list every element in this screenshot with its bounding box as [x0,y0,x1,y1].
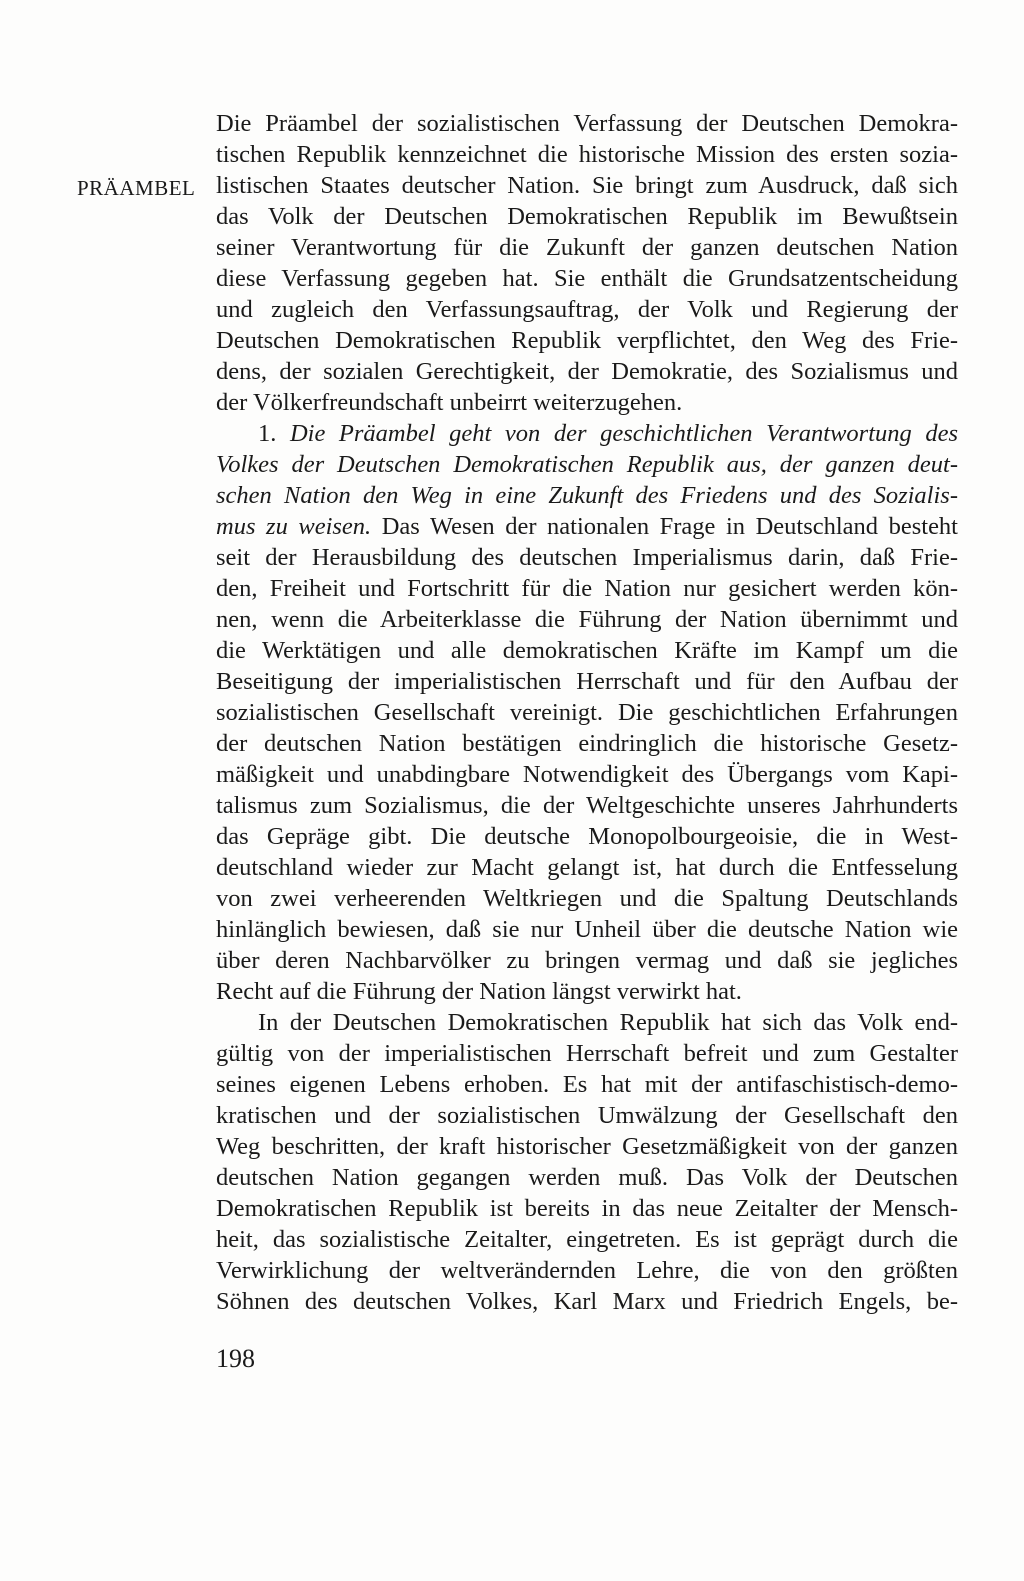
text-line [216,511,958,542]
text-line: Recht auf die Führung der Nation längst verwirkt hat. [216,978,742,1005]
text-line [216,449,958,480]
text-line: Demokratischen Republik ist bereits in das neue Zeitalter der Mensch- [216,1195,958,1222]
text-line: die Werktätigen und alle demokratischen Kräfte im Kampf um die [216,637,958,664]
text-line: kratischen und der sozialistischen Umwälzung der Gesellschaft den [216,1102,958,1129]
text-line: und zugleich den Verfassungsauftrag, der Volk und Regierung der [216,296,958,323]
text-line: Verwirklichung der weltverändernden Lehre, die von den größten [216,1257,958,1284]
text-line: das Gepräge gibt. Die deutsche Monopolbourgeoisie, die in West- [216,823,958,850]
text-line: tischen Republik kennzeichnet die historische Mission des ersten sozia- [216,141,958,168]
text-line: sozialistischen Gesellschaft vereinigt. Die geschichtlichen Erfahrungen [216,699,958,726]
text-line: Deutschen Demokratischen Republik verpflichtet, den Weg des Frie- [216,327,958,354]
italic-lead: Volkes der Deutschen Demokratischen Republik aus, der ganzen deut- [216,451,958,478]
italic-lead: schen Nation den Weg in eine Zukunft des Friedens und des Sozialis- [216,482,958,509]
text-line: seit der Herausbildung des deutschen Imperialismus darin, daß Frie- [216,544,958,571]
text-line: Söhnen des deutschen Volkes, Karl Marx und Friedrich Engels, be- [216,1288,958,1315]
text-line: seines eigenen Lebens erhoben. Es hat mit der antifaschistisch-demo- [216,1071,958,1098]
text-line: der Völkerfreundschaft unbeirrt weiterzugehen. [216,389,683,416]
text-line: nen, wenn die Arbeiterklasse die Führung der Nation übernimmt und [216,606,958,633]
text-line: Die Präambel der sozialistischen Verfassung der Deutschen Demokra- [216,110,958,137]
text-line: der deutschen Nation bestätigen eindringlich die historische Gesetz- [216,730,958,757]
marginal-heading: PRÄAMBEL [77,176,196,200]
text-line: deutschland wieder zur Macht gelangt ist, hat durch die Entfesselung [216,854,958,881]
italic-lead: Die Präambel geht von der geschichtlichen Verantwortung des [289,420,959,447]
text-line: hinlänglich bewiesen, daß sie nur Unheil über die deutsche Nation wie [216,916,958,943]
text-line: von zwei verheerenden Weltkriegen und die Spaltung Deutschlands [216,885,958,912]
text-line: den, Freiheit und Fortschritt für die Nation nur gesichert werden kön- [216,575,958,602]
text-line: listischen Staates deutscher Nation. Sie bringt zum Ausdruck, daß sich [216,172,958,199]
italic-lead: mus zu weisen. [216,513,372,540]
text-line: dens, der sozialen Gerechtigkeit, der Demokratie, des Sozialismus und [216,358,958,385]
text-line: das Volk der Deutschen Demokratischen Republik im Bewußtsein [216,203,958,230]
page-number: 198 [216,1344,255,1373]
section-number: 1. [258,420,290,447]
text-line: Beseitigung der imperialistischen Herrschaft und für den Aufbau der [216,668,958,695]
text-line [216,480,958,511]
text-line: gültig von der imperialistischen Herrschaft befreit und zum Gestalter [216,1040,958,1067]
text-line: mäßigkeit und unabdingbare Notwendigkeit des Übergangs vom Kapi- [216,761,958,788]
body-text [216,108,958,1317]
text-run: Das Wesen der nationalen Frage in Deutschland besteht [371,513,958,540]
text-line: über deren Nachbarvölker zu bringen vermag und daß sie jegliches [216,947,958,974]
text-line: heit, das sozialistische Zeitalter, eingetreten. Es ist geprägt durch die [216,1226,958,1253]
text-line: diese Verfassung gegeben hat. Sie enthält die Grundsatzentscheidung [216,265,958,292]
text-line: deutschen Nation gegangen werden muß. Das Volk der Deutschen [216,1164,958,1191]
text-line: talismus zum Sozialismus, die der Weltgeschichte unseres Jahrhunderts [216,792,958,819]
text-line [216,418,958,449]
text-line: Weg beschritten, der kraft historischer Gesetzmäßigkeit von der ganzen [216,1133,958,1160]
text-line: In der Deutschen Demokratischen Republik hat sich das Volk end- [258,1009,958,1036]
text-line: seiner Verantwortung für die Zukunft der ganzen deutschen Nation [216,234,958,261]
